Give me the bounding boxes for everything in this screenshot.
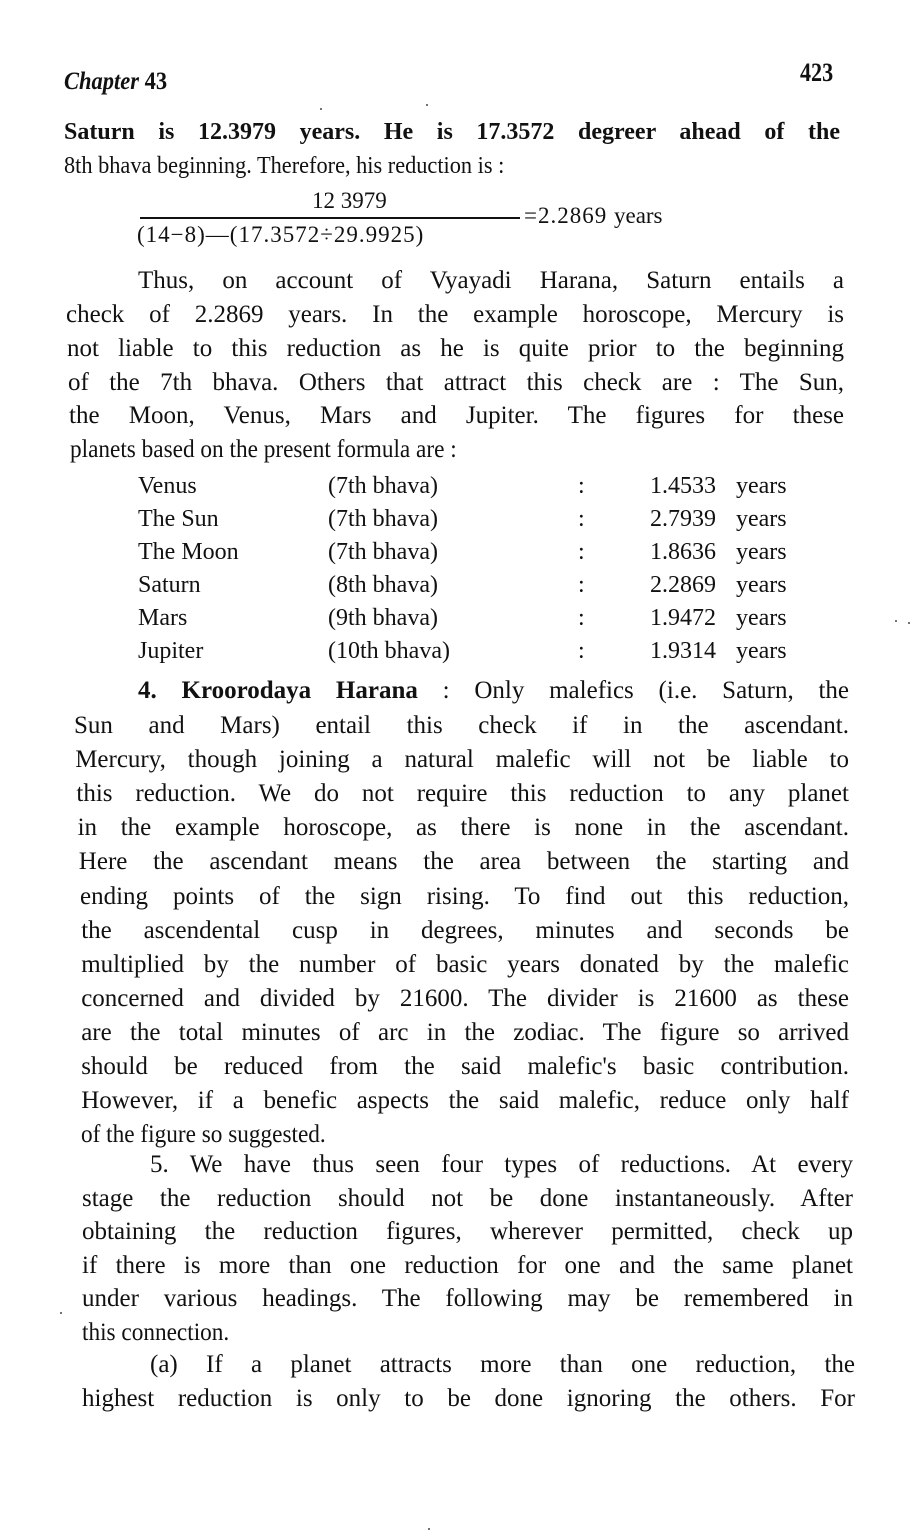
scan-speck (426, 104, 428, 106)
scan-speck (320, 108, 322, 110)
planet-name: The Sun (138, 506, 219, 532)
reduction-value: 1.9472 (650, 605, 716, 631)
reduction-value: 1.9314 (650, 638, 716, 664)
s5a-line-2: highest reduction is only to be done ignoring the others. For (82, 1385, 855, 1412)
bhava-label: (8th bhava) (328, 572, 438, 598)
table-row (138, 569, 787, 602)
separator: : (578, 473, 585, 499)
intro-line-2: 8th bhava beginning. Therefore, his reduction is : (64, 153, 505, 179)
formula-numerator: 12 3979 (312, 188, 387, 213)
s5-line-1: 5. We have thus seen four types of reductions. At every (150, 1151, 853, 1178)
s4-line-5: Here the ascendant means the area between the starting and (78, 848, 849, 876)
para1-line-3: not liable to this reduction as he is quite prior to the beginning (67, 335, 844, 362)
s4-line-6: ending points of the sign rising. To find out this reduction, (80, 882, 849, 910)
fraction-bar (140, 217, 520, 219)
page-number: 423 (800, 58, 834, 87)
para1-line-6: planets based on the present formula are : (70, 436, 457, 463)
table-row (138, 635, 787, 668)
s5-line-5: under various headings. The following may be remembered in (82, 1285, 853, 1313)
para1-line-1: Thus, on account of Vyayadi Harana, Saturn entails a (138, 267, 844, 294)
s4-line-11: should be reduced from the said malefic's basic contribution. (81, 1053, 849, 1080)
s4-line-8: multiplied by the number of basic years donated by the malefic (81, 950, 849, 978)
intro-line-1: Saturn is 12.3979 years. He is 17.3572 degreer ahead of the (64, 119, 840, 145)
s4-line-9: concerned and divided by 21600. The divider is 21600 as these (81, 984, 849, 1012)
unit-label: years (736, 638, 787, 664)
reduction-value: 2.2869 (650, 572, 716, 598)
formula-result-value: =2.2869 (524, 203, 608, 228)
planet-name: Mars (138, 605, 188, 631)
scan-speck (895, 620, 897, 622)
bhava-label: (7th bhava) (328, 473, 438, 499)
s4-line-7: the ascendental cusp in degrees, minutes and seconds be (81, 916, 849, 944)
separator: : (578, 539, 585, 565)
scan-speck (428, 1528, 430, 1530)
s5-line-6: this connection. (82, 1319, 230, 1346)
s4-line-1: Sun and Mars) entail this check if in the ascendant. (74, 712, 849, 739)
planet-name: Jupiter (138, 638, 204, 664)
planet-figures-table (138, 470, 787, 668)
formula-result (524, 203, 663, 229)
scan-speck (60, 1312, 62, 1314)
separator: : (578, 506, 585, 532)
s4-line-12: However, if a benefic aspects the said malefic, reduce only half (81, 1087, 849, 1115)
bhava-label: (10th bhava) (328, 638, 450, 664)
table-row (138, 536, 787, 569)
separator: : (578, 605, 585, 631)
unit-label: years (736, 506, 787, 532)
s4-line-2: Mercury, though joining a natural malefic will not be liable to (75, 746, 849, 774)
bhava-label: (7th bhava) (328, 539, 438, 565)
bhava-label: (9th bhava) (328, 605, 438, 631)
unit-label: years (736, 473, 787, 499)
table-row (138, 602, 787, 635)
reduction-value: 1.4533 (650, 473, 716, 499)
para1-line-5: the Moon, Venus, Mars and Jupiter. The figures for these (69, 402, 844, 429)
para1-line-4: of the 7th bhava. Others that attract this check are : The Sun, (68, 369, 844, 396)
reduction-value: 2.7939 (650, 506, 716, 532)
s5a-line-1: (a) If a planet attracts more than one reduction, the (150, 1351, 855, 1378)
chapter-heading (64, 68, 167, 96)
chapter-number: 43 (144, 68, 168, 95)
para1-line-2: check of 2.2869 years. In the example horoscope, Mercury is (66, 301, 844, 328)
s5-line-4: if there is more than one reduction for one and the same planet (82, 1251, 853, 1279)
section4-number: 4. (138, 677, 157, 704)
section4-line-1 (138, 676, 849, 706)
formula-result-unit: years (613, 203, 663, 228)
unit-label: years (736, 572, 787, 598)
reduction-value: 1.8636 (650, 539, 716, 565)
planet-name: Saturn (138, 572, 201, 598)
bhava-label: (7th bhava) (328, 506, 438, 532)
table-row (138, 503, 787, 536)
s4-line-4: in the example horoscope, as there is none in the ascendant. (77, 814, 849, 842)
s4-line-10: are the total minutes of arc in the zodiac. The figure so arrived (81, 1018, 849, 1046)
separator: : (578, 638, 585, 664)
s4-line-13: of the figure so suggested. (81, 1121, 326, 1149)
s4-line-3: this reduction. We do not require this reduction to any planet (76, 780, 849, 808)
planet-name: Venus (138, 473, 197, 499)
section4-first-line-rest: : Only malefics (i.e. Saturn, the (442, 677, 850, 704)
unit-label: years (736, 539, 787, 565)
s5-line-2: stage the reduction should not be done instantaneously. After (82, 1184, 853, 1212)
separator: : (578, 572, 585, 598)
section4-heading: Kroorodaya Harana (181, 677, 418, 704)
s5-line-3: obtaining the reduction figures, wherever permitted, check up (82, 1218, 853, 1246)
table-row (138, 470, 787, 503)
planet-name: The Moon (138, 539, 239, 565)
unit-label: years (736, 605, 787, 631)
scan-speck (908, 622, 910, 624)
chapter-label: Chapter (64, 68, 140, 95)
formula-denominator: (14−8)—(17.3572÷29.9925) (137, 222, 425, 247)
